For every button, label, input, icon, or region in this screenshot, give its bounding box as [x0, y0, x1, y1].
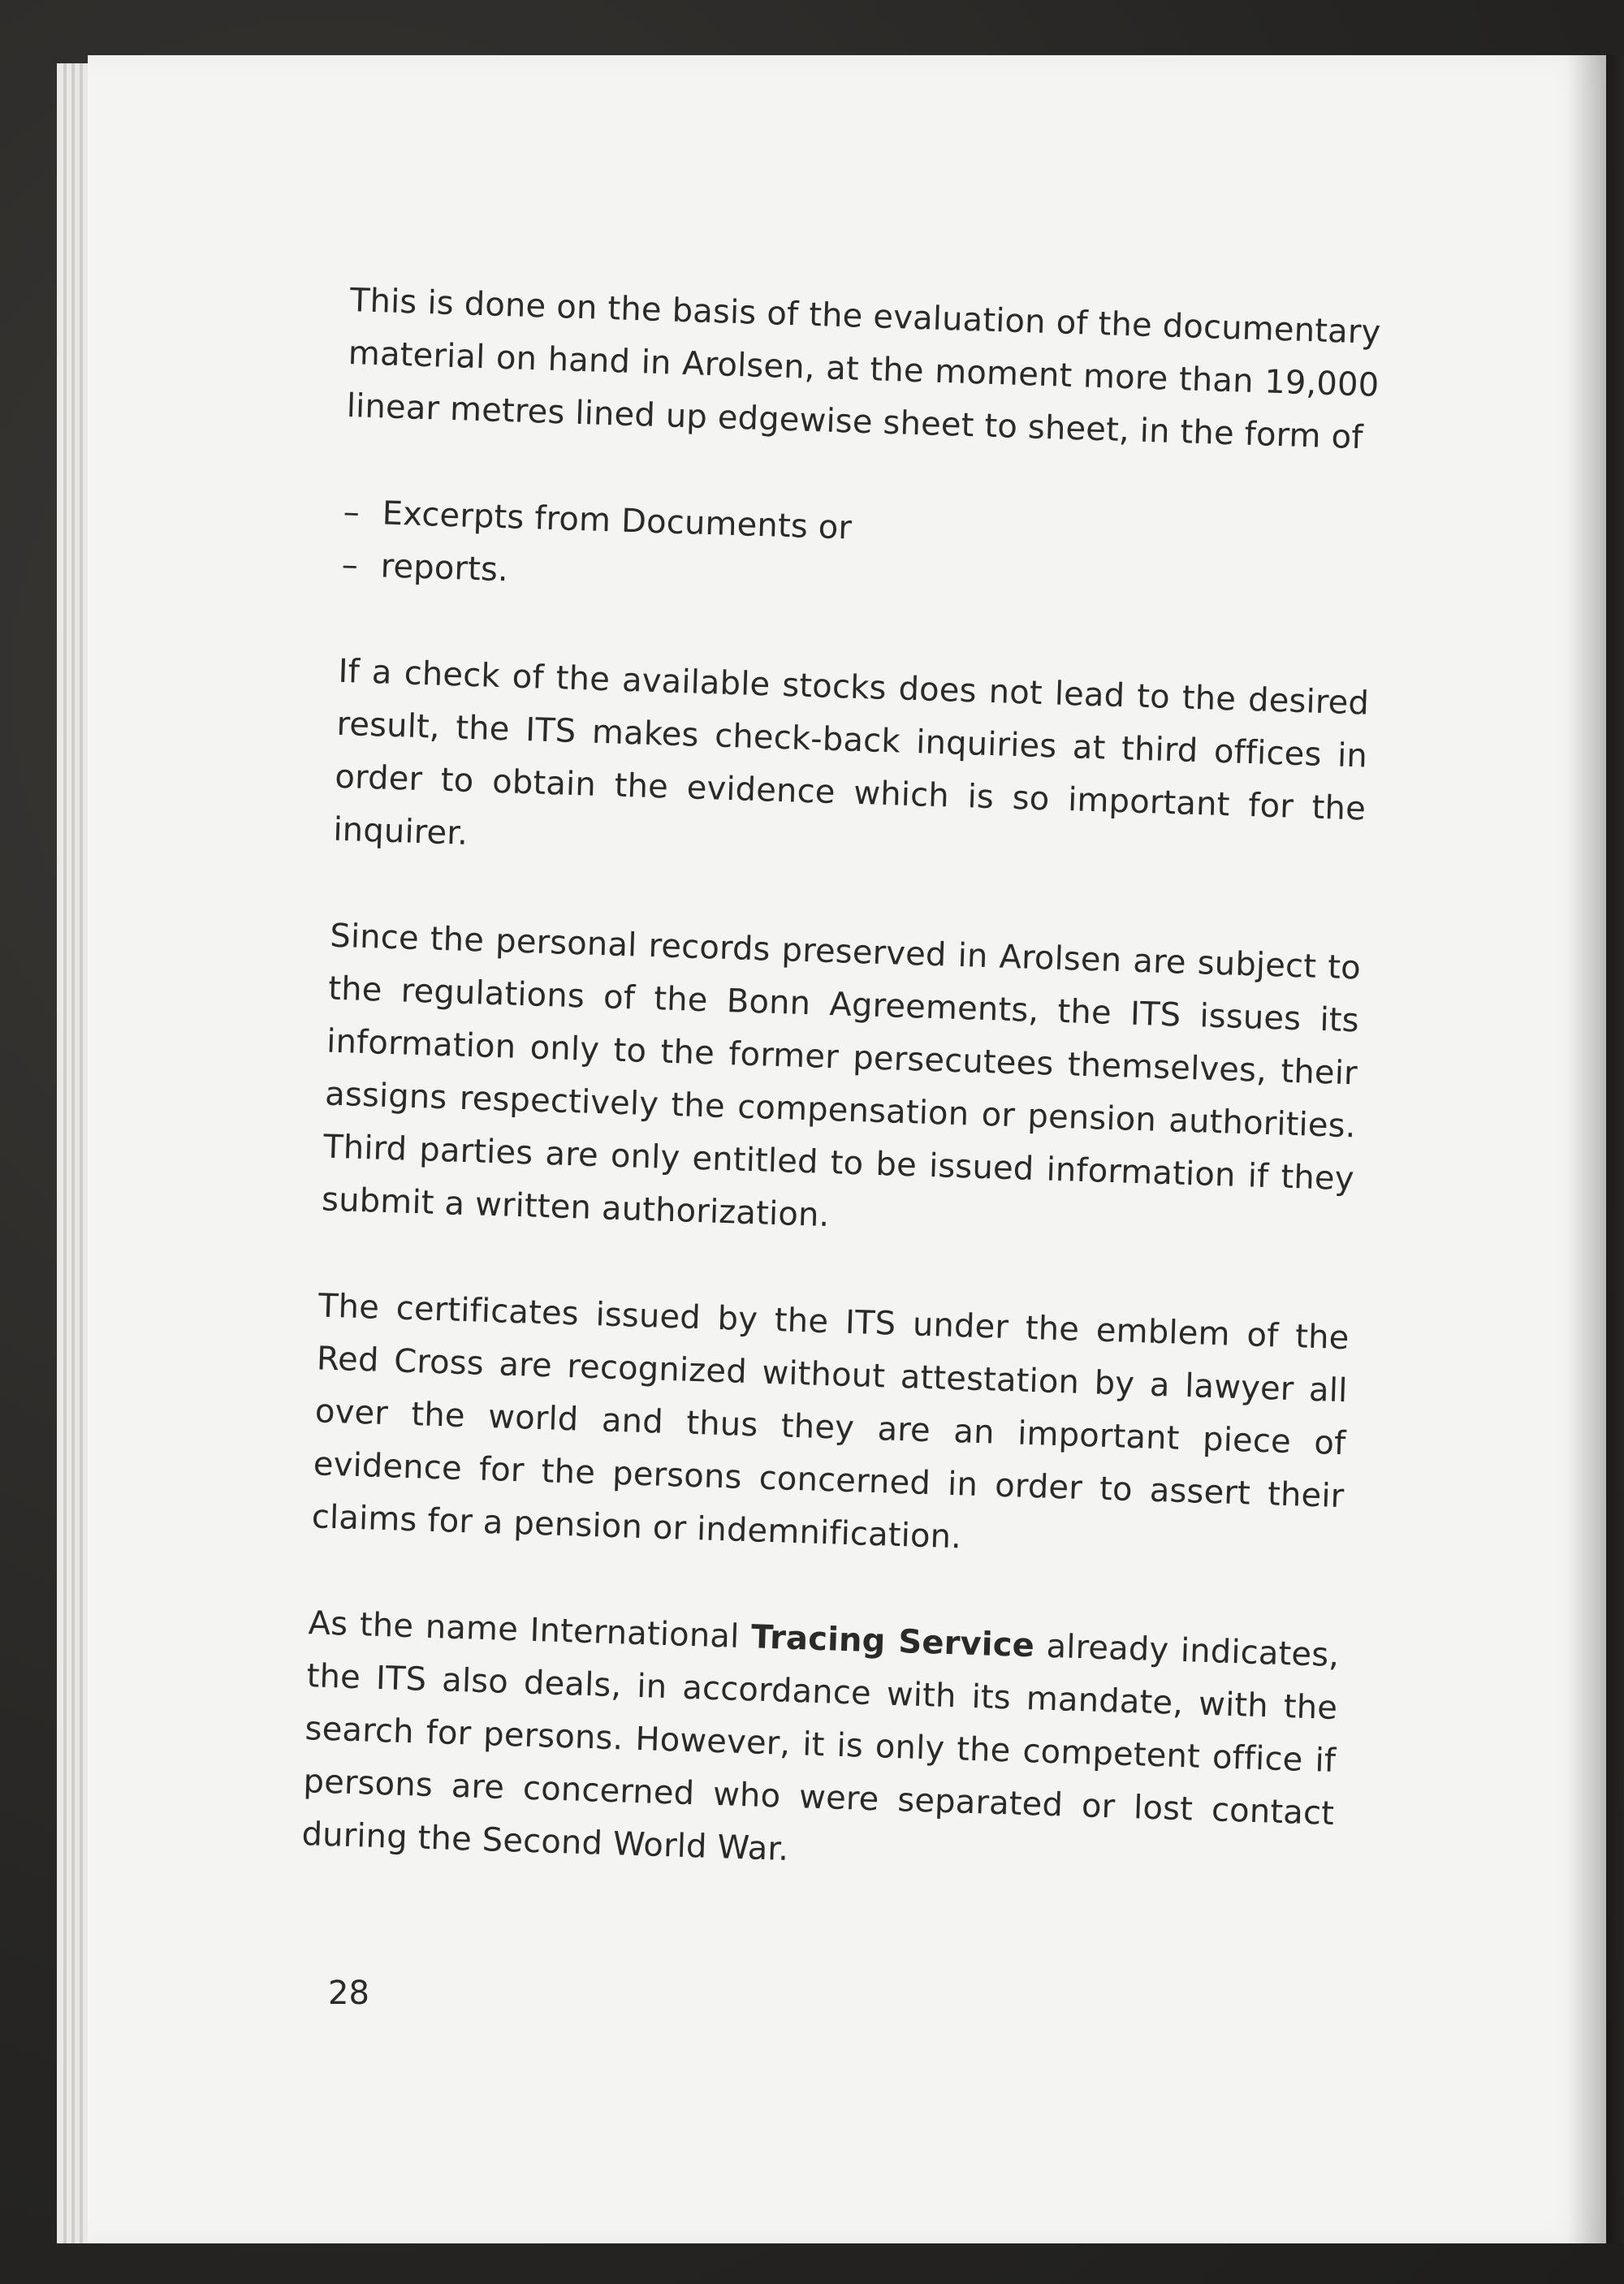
list-item-text: Excerpts from Documents or — [382, 494, 853, 547]
page-edge — [63, 63, 67, 2243]
paragraph-1: This is done on the basis of the evaluation of the documentary material on hand in Arolsen, at the moment more than 19,000 linear metres lined up edgewise sheet to sheet, in the form of — [346, 281, 1382, 457]
paragraph-3: Since the personal records preserved in Arolsen are subject to the regulations of the Bonn Agreements, the ITS issues its information only to the former persecutees themselves, their assigns respectively the compensation or pension authorities. Third parties are only entitled to be issued information if they submit a written authorization. — [321, 917, 1362, 1235]
page-edge — [80, 63, 83, 2243]
paragraph-4: The certificates issued by the ITS under the emblem of the Red Cross are recognized without attestation by a lawyer all over the world and thus they are an important piece of evidence for the persons concerned in order to assert their claims for a pension or indemnification. — [311, 1287, 1350, 1556]
page-edge — [71, 63, 75, 2243]
list-item-text: reports. — [380, 547, 509, 589]
paragraph-5-start: As the name International — [308, 1604, 752, 1656]
page-body — [300, 274, 1382, 1947]
page-number: 28 — [328, 1975, 369, 2012]
paragraph-5-bold: Tracing Service — [750, 1618, 1035, 1665]
dash-mark: – — [343, 493, 361, 532]
dash-mark: – — [341, 546, 359, 585]
paragraph-5-end: already indicates, the ITS also deals, in accordance with its mandate, with the search for persons. However, it is only the competent office if persons are concerned who were separated or lost contact during the Second World War. — [300, 1627, 1340, 1868]
bullet-list — [341, 486, 1375, 624]
paragraph-2: If a check of the available stocks does not lead to the desired result, the ITS makes check-back inquiries at third offices in order to obtain the evidence which is so important for the inquirer. — [332, 652, 1370, 853]
page-gutter-shadow — [1567, 55, 1624, 2243]
paragraph-5 — [301, 1597, 1341, 1893]
